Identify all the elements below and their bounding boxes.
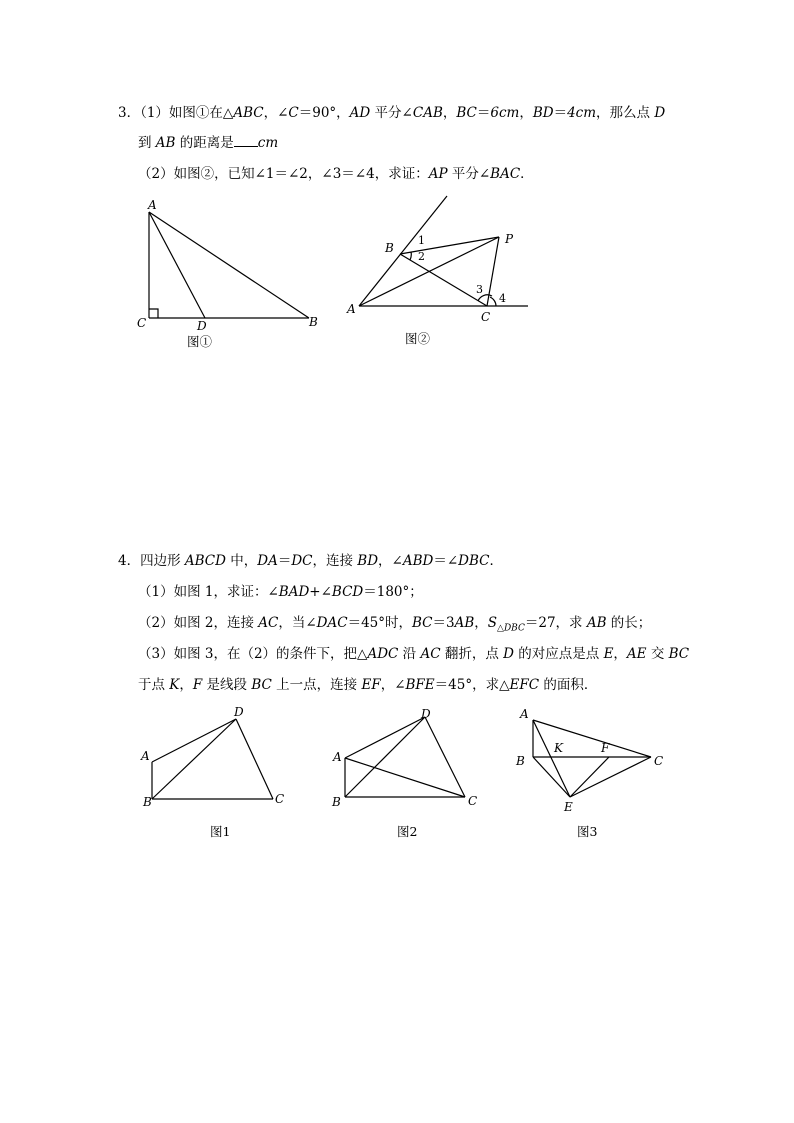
label-b: B [516,754,525,768]
label-c: C [481,310,491,324]
label-b: B [332,795,341,809]
label-c: C [275,792,285,806]
q4-number: 4． [118,553,141,569]
q4-part2: （2）如图 2，连接 AC，当∠DAC＝45°时，BC＝3AB，$S_{\triangle DBC}=27$，求 AB 的长； [138,615,652,634]
figure-2-caption: 图2 [397,824,418,839]
label-d: D [234,705,244,719]
label-a: A [333,750,342,764]
segment-be [533,757,570,797]
segment-bd [345,717,425,797]
label-d: D [421,707,431,721]
segment-bd [152,719,236,799]
q3-line2: 到 AB 的距离是 cm [138,135,279,151]
figure-3-caption: 图3 [577,824,598,839]
segment-ef [570,757,609,797]
label-d: D [197,319,207,333]
q3-number: 3． [118,105,141,121]
figure-1-caption: 图① [187,334,213,349]
figure-2-caption: 图② [405,331,431,346]
q4-part3-line2: 于点 K，F 是线段 BC 上一点，连接 EF，∠BFE＝45°，求△EFC 的面积． [138,677,598,693]
label-a: A [520,707,529,721]
q4-part3-line1: （3）如图 3，在（2）的条件下，把△ADC 沿 AC 翻折，点 D 的对应点是点 E，AE 交 BC [138,646,690,662]
label-a: A [148,198,157,212]
segment-ac [345,758,465,797]
label-p: P [505,232,514,246]
q3-line3: （2）如图②，已知∠1＝∠2，∠3＝∠4，求证：AP 平分∠BAC． [138,166,534,182]
label-c: C [137,316,147,330]
angle-label-2: 2 [418,250,425,263]
segment-ae [533,720,570,797]
q4-stem: 4．四边形 ABCD 中，DA＝DC，连接 BD，∠ABD＝∠DBC． [118,553,503,569]
q4-figure-2 [331,707,477,839]
label-e: E [564,800,573,814]
segment-ac [533,720,651,757]
segment-dc [236,719,273,799]
label-f: F [601,741,610,755]
angle-label-1: 1 [418,234,425,247]
label-a: A [141,749,150,763]
label-c: C [468,794,478,808]
angle-label-3: 3 [476,283,483,296]
segment-ad [152,719,236,762]
figure-1-caption: 图1 [210,824,231,839]
label-b: B [143,795,152,809]
q4-part1: （1）如图 1，求证：∠BAD+∠BCD＝180°； [138,584,423,600]
label-b: B [385,241,394,255]
segment-dc [425,717,465,797]
angle-label-4: 4 [499,292,506,305]
label-a: A [347,302,356,316]
label-k: K [554,741,563,755]
q4-figure-3 [515,707,663,839]
segment-ec [570,757,651,797]
q4-figure-1 [140,705,284,839]
segment-ad [345,717,425,758]
label-b: B [309,315,318,329]
q3-line1: 3．（1）如图①在△ABC，∠C＝90°，AD 平分∠CAB，BC＝6cm，BD＝4cm，那么点 D [118,105,666,121]
label-c: C [654,754,664,768]
